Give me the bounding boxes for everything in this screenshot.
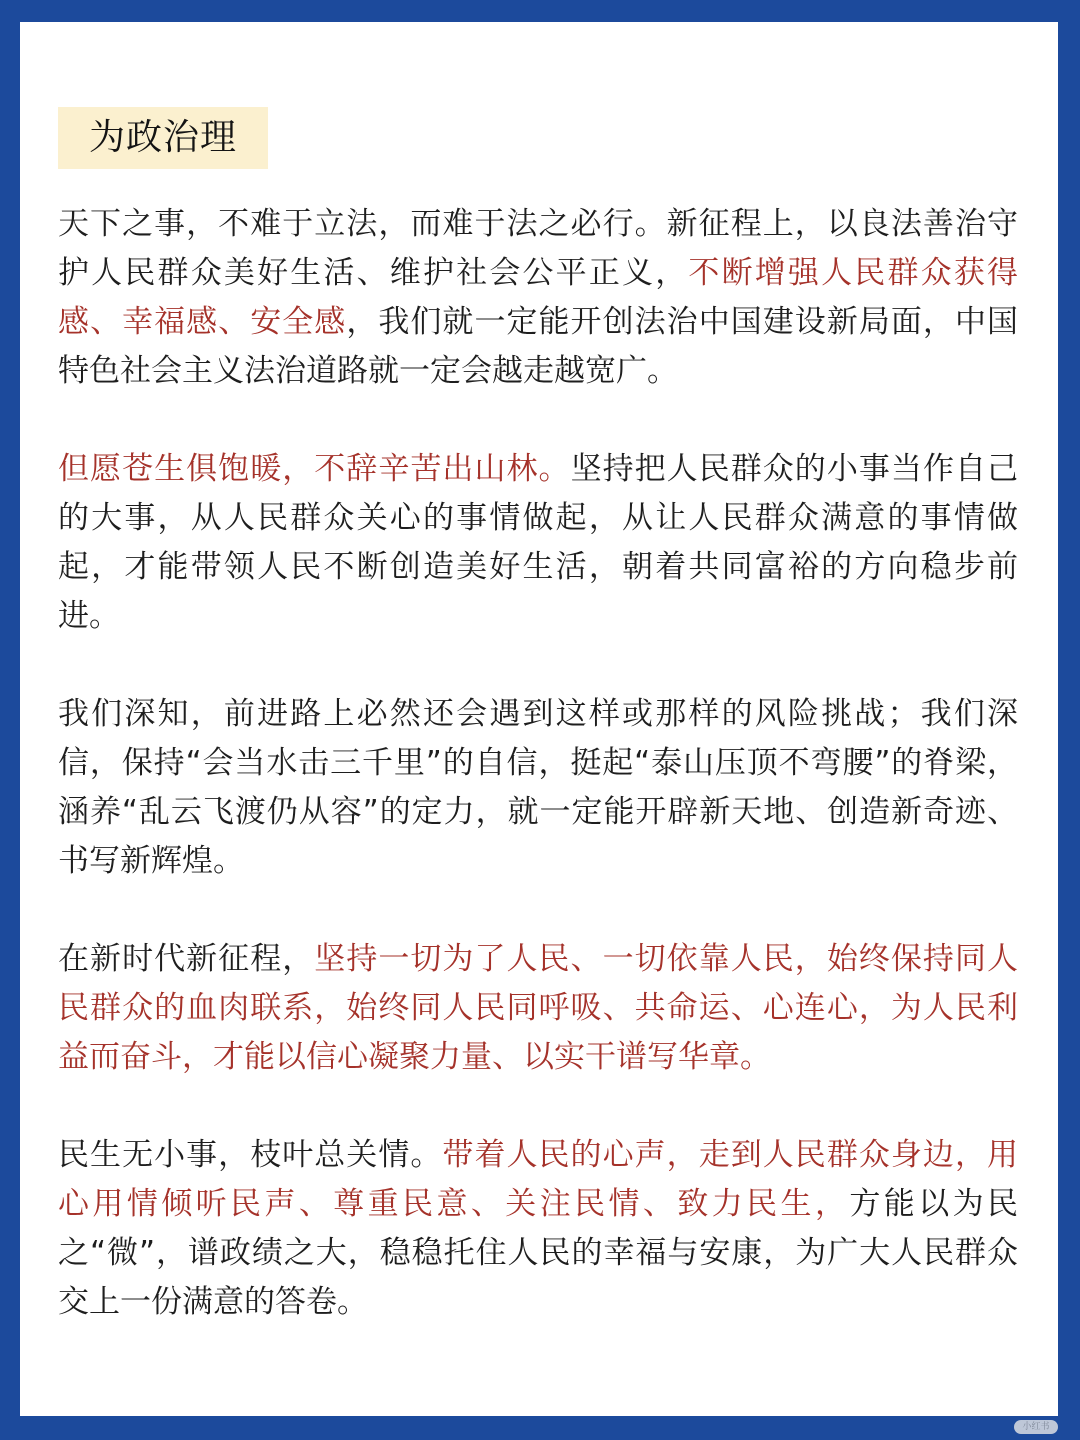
watermark-logo: 小红书 — [1014, 1420, 1058, 1434]
paragraph-4-text: 在新时代新征程， — [58, 941, 315, 977]
paragraph-2-text: 坚持把人民群众的小事当作自己的大事，从人民群众关心的事情做起，从让人民群众满意的事情做起，才能带领人民不断创造美好生活，朝着共同富裕的方向稳步前进。 — [58, 451, 1019, 634]
paragraph-5 — [58, 1131, 1018, 1327]
paragraph-5-text: 民生无小事，枝叶总关情。 — [58, 1137, 443, 1173]
paragraph-5-text: 方能以为民之“微”，谱政绩之大，稳稳托住人民的幸福与安康，为广大人民群众交上一份满意的答卷。 — [58, 1186, 1019, 1320]
paragraph-2-highlight: 但愿苍生俱饱暖，不辞辛苦出山林。 — [58, 451, 571, 487]
article-card — [20, 22, 1058, 1416]
paragraph-3-text: 我们深知，前进路上必然还会遇到这样或那样的风险挑战；我们深信，保持“会当水击三千里”的自信，挺起“泰山压顶不弯腰”的脊梁，涵养“乱云飞渡仍从容”的定力，就一定能开辟新天地、创造新奇迹、书写新辉煌。 — [58, 696, 1018, 879]
paragraph-1 — [58, 200, 1018, 396]
paragraph-1-text: ，我们就一定能开创法治中国建设新局面，中国特色社会主义法治道路就一定会越走越宽广。 — [58, 304, 1018, 389]
paragraph-2 — [58, 445, 1018, 641]
paragraph-1-text: 天下之事，不难于立法，而难于法之必行。新征程上，以良法善治守护人民群众美好生活、维护社会公平正义， — [58, 206, 1018, 291]
paragraph-4 — [58, 935, 1018, 1082]
paragraph-4-highlight: 坚持一切为了人民、一切依靠人民，始终保持同人民群众的血肉联系，始终同人民同呼吸、共命运、心连心，为人民利益而奋斗，才能以信心凝聚力量、以实干谱写华章。 — [58, 941, 1019, 1075]
section-heading: 为政治理 — [58, 107, 268, 169]
paragraph-1-highlight: 不断增强人民群众获得感、幸福感、安全感 — [58, 255, 1018, 340]
paragraph-3 — [58, 690, 1018, 886]
paragraph-5-highlight: 带着人民的心声，走到人民群众身边，用心用情倾听民声、尊重民意、关注民情、致力民生， — [58, 1137, 1019, 1222]
